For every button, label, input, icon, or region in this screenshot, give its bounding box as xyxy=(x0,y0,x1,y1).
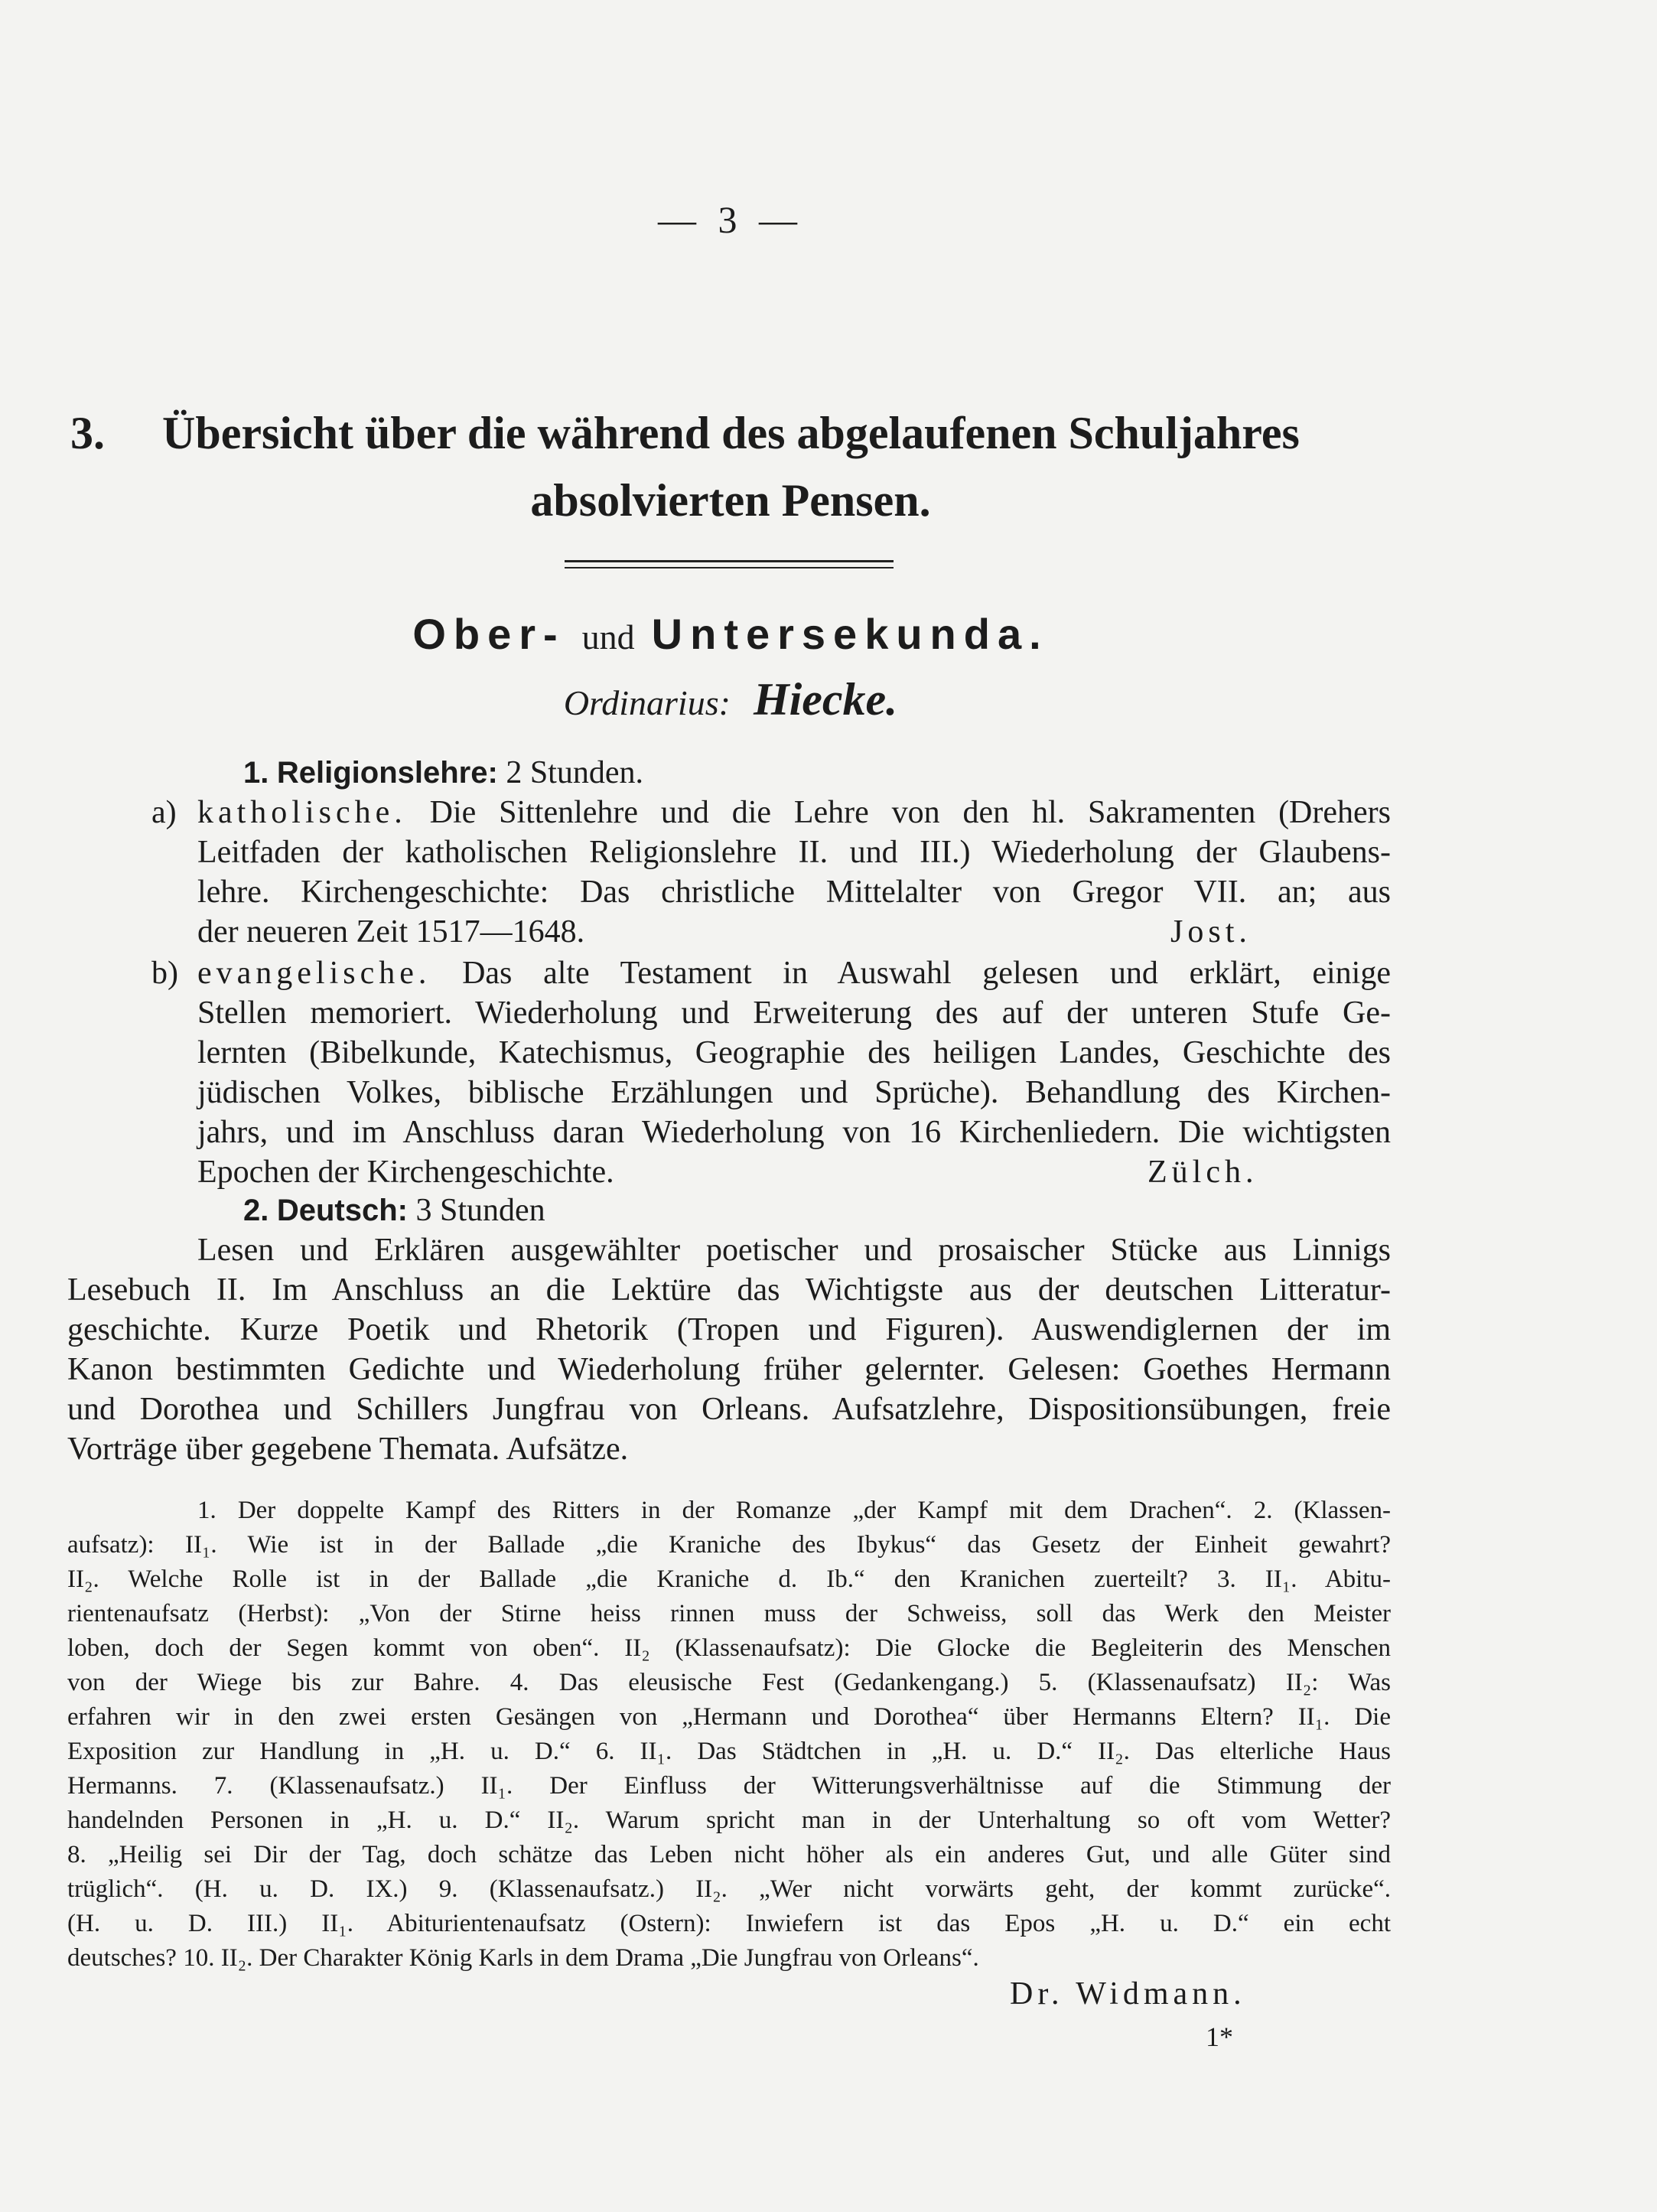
deutsch-line-5: und Dorothea und Schillers Jungfrau von Orleans. Aufsatzlehre, Dispositionsübungen, freie xyxy=(67,1392,1391,1427)
religion-a-line-2: Leitfaden der katholischen Religionslehre II. und III.) Wiederholung der Glaubens- xyxy=(197,835,1391,870)
essay-line-11: 8. „Heilig sei Dir der Tag, doch schätze das Leben nicht höher als ein anderes Gut, und alle Güter sind xyxy=(67,1841,1391,1868)
religion-a-label: katholische. xyxy=(197,795,407,830)
deutsch-teacher: Dr. Widmann. xyxy=(1010,1976,1246,2012)
deutsch-line-4: Kanon bestimmten Gedichte und Wiederholung früher gelernter. Gelesen: Goethes Hermann xyxy=(67,1352,1391,1387)
religion-a-text-1: Die Sittenlehre und die Lehre von den hl. Sakramenten (Drehers xyxy=(429,795,1391,830)
religion-b-line-1 xyxy=(197,953,1391,993)
page-number: — 3 — xyxy=(658,198,803,241)
essay-line-3: II₂. Welche Rolle ist in der Ballade „die Kraniche d. Ib.“ den Kranichen zuerteilt? 3. II₁. Abitu- xyxy=(67,1565,1391,1593)
essay-line-7: erfahren wir in den zwei ersten Gesängen von „Hermann und Dorothea“ über Hermanns Eltern? II₁. Die xyxy=(67,1703,1391,1731)
religion-b-label: evangelische. xyxy=(197,956,431,991)
ordinarius-line xyxy=(0,673,1461,726)
deutsch-heading-num: 2. xyxy=(243,1194,269,1227)
deutsch-heading-hours: 3 Stunden xyxy=(415,1193,545,1228)
essay-line-1: 1. Der doppelte Kampf des Ritters in der Romanze „der Kampf mit dem Drachen“. 2. (Klassen- xyxy=(197,1497,1391,1524)
religion-heading-num: 1. xyxy=(243,756,269,790)
religion-b-text-1: Das alte Testament in Auswahl gelesen und erklärt, einige xyxy=(462,956,1391,991)
religion-heading-label: Religionslehre: xyxy=(276,756,498,790)
religion-b-teacher: Zülch. xyxy=(1148,1155,1258,1190)
section-number: 3. xyxy=(70,408,105,458)
religion-b-line-3: lernten (Bibelkunde, Katechismus, Geographie des heiligen Landes, Geschichte des xyxy=(197,1035,1391,1070)
religion-b-line-4: jüdischen Volkes, biblische Erzählungen und Sprüche). Behandlung des Kirchen- xyxy=(197,1075,1391,1110)
essay-line-9: Hermanns. 7. (Klassenaufsatz.) II₁. Der Einfluss der Witterungsverhältnisse auf die Stimmung der xyxy=(67,1772,1391,1800)
essay-line-6: von der Wiege bis zur Bahre. 4. Das eleusische Fest (Gedankengang.) 5. (Klassenaufsatz) II₂: Was xyxy=(67,1669,1391,1696)
deutsch-line-3: geschichte. Kurze Poetik und Rhetorik (Tropen und Figuren). Auswendiglernen der im xyxy=(67,1312,1391,1347)
religion-b-marker: b) xyxy=(151,956,178,991)
signature-mark: 1* xyxy=(1206,2021,1233,2052)
essay-line-13: (H. u. D. III.) II₁. Abiturientenaufsatz (Ostern): Inwiefern ist das Epos „H. u. D.“ ein echt xyxy=(67,1910,1391,1937)
religion-b-line-5: jahrs, und im Anschluss daran Wiederholung von 16 Kirchenliedern. Die wichtigsten xyxy=(197,1115,1391,1150)
essay-line-10: handelnden Personen in „H. u. D.“ II₂. Warum spricht man in der Unterhaltung so oft vom Wetter? xyxy=(67,1806,1391,1834)
religion-a-line-4: der neueren Zeit 1517—1648. xyxy=(197,914,585,950)
religion-a-marker: a) xyxy=(151,795,177,830)
religion-b-line-2: Stellen memoriert. Wiederholung und Erweiterung des auf der unteren Stufe Ge- xyxy=(197,995,1391,1031)
ordinarius-label: Ordinarius: xyxy=(563,683,731,722)
class-heading xyxy=(0,609,1461,660)
class-ober: Ober- xyxy=(412,610,565,658)
essay-line-5: loben, doch der Segen kommt von oben“. II₂ (Klassenaufsatz): Die Glocke die Begleiterin des Menschen xyxy=(67,1634,1391,1662)
deutsch-heading xyxy=(243,1191,545,1230)
class-unter: Untersekunda. xyxy=(651,610,1049,658)
essay-line-4: rientenaufsatz (Herbst): „Von der Stirne heiss rinnen muss der Schweiss, soll das Werk den Meister xyxy=(67,1600,1391,1627)
religion-a-teacher: Jost. xyxy=(1170,914,1252,950)
section-title-line-2: absolvierten Pensen. xyxy=(530,475,931,526)
class-und: und xyxy=(581,617,635,656)
religion-heading xyxy=(243,753,643,793)
section-title-text: Übersicht über die während des abgelaufenen Schuljahres xyxy=(162,408,1300,458)
deutsch-line-2: Lesebuch II. Im Anschluss an die Lektüre das Wichtigste aus der deutschen Litteratur- xyxy=(67,1272,1391,1308)
religion-a-line-3: lehre. Kirchengeschichte: Das christliche Mittelalter von Gregor VII. an; aus xyxy=(197,875,1391,910)
essay-line-2: aufsatz): II₁. Wie ist in der Ballade „die Kraniche des Ibykus“ das Gesetz der Einheit gewahrt? xyxy=(67,1531,1391,1559)
essay-line-12: trüglich“. (H. u. D. IX.) 9. (Klassenaufsatz.) II₂. „Wer nicht vorwärts geht, der kommt zurücke“. xyxy=(67,1875,1391,1903)
essay-line-14: deutsches? 10. II₂. Der Charakter König Karls in dem Drama „Die Jungfrau von Orleans“. xyxy=(67,1944,979,1972)
essay-line-8: Exposition zur Handlung in „H. u. D.“ 6. II₁. Das Städtchen in „H. u. D.“ II₂. Das elterliche Haus xyxy=(67,1738,1391,1765)
religion-a-line-1 xyxy=(197,793,1391,832)
deutsch-line-1: Lesen und Erklären ausgewählter poetischer und prosaischer Stücke aus Linnigs xyxy=(197,1233,1391,1268)
religion-heading-hours: 2 Stunden. xyxy=(506,755,643,790)
section-title-line-1 xyxy=(70,407,1300,460)
religion-b-line-6: Epochen der Kirchengeschichte. xyxy=(197,1155,614,1190)
ordinarius-name: Hiecke. xyxy=(753,674,898,725)
title-divider xyxy=(565,560,894,568)
deutsch-line-6: Vorträge über gegebene Themata. Aufsätze. xyxy=(67,1432,629,1467)
deutsch-heading-label: Deutsch: xyxy=(276,1194,408,1227)
